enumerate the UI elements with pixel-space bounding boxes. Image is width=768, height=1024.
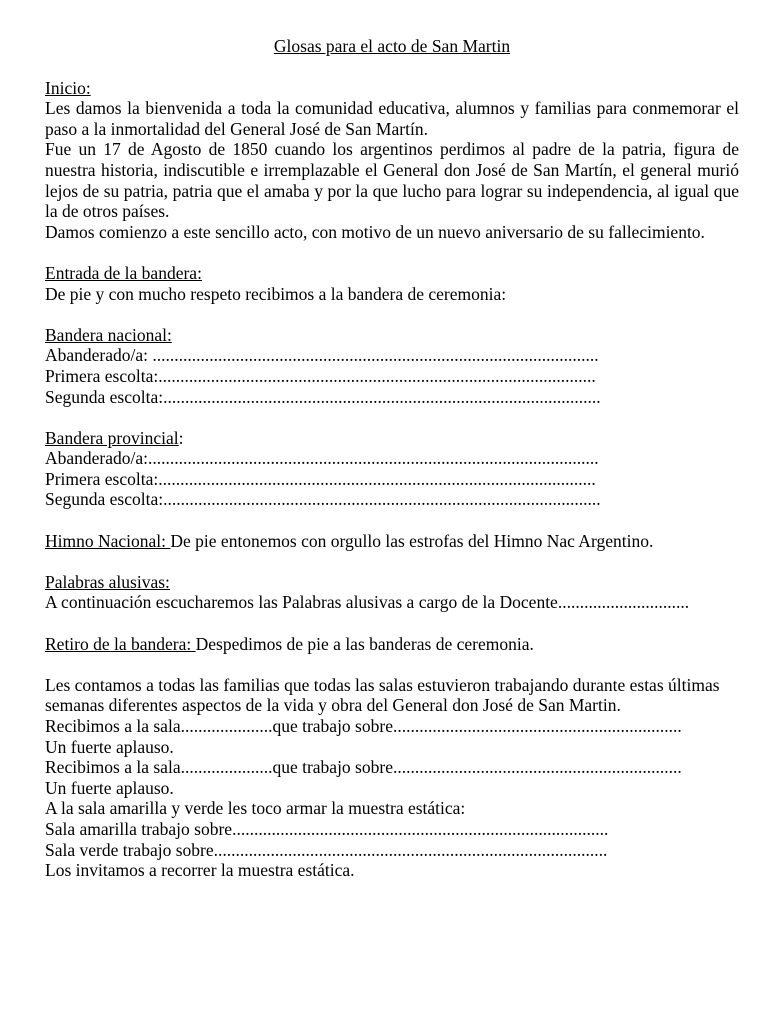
invitacion-line: Los invitamos a recorrer la muestra estática. [45,860,355,881]
heading-palabras-alusivas: Palabras alusivas: [45,571,170,592]
heading-himno-nacional: Himno Nacional: [45,530,171,551]
section-himno-nacional [45,531,739,552]
section-bandera-nacional [45,325,739,407]
provincial-segunda-escolta-line: Segunda escolta:.................................................................................................... [45,489,601,510]
himno-text: De pie entonemos con orgullo las estrofas del Himno Nac Argentino. [170,530,654,551]
heading-bandera-nacional: Bandera nacional: [45,324,172,345]
document-title: Glosas para el acto de San Martin [273,36,511,56]
provincial-primera-escolta-line: Primera escolta:.................................................................................................... [45,468,596,489]
section-inicio [45,78,739,243]
inicio-paragraph-3: Damos comienzo a este sencillo acto, con motivo de un nuevo aniversario de su fallecimiento. [45,221,705,242]
recibimos-sala-line-2: Recibimos a la sala.....................que trabajo sobre.................................................................. [45,757,682,778]
sala-amarilla-line: Sala amarilla trabajo sobre...................................................................................... [45,818,609,839]
entrada-text: De pie y con mucho respeto recibimos a la bandera de ceremonia: [45,283,507,304]
aplauso-line-1: Un fuerte aplauso. [45,736,174,757]
nacional-primera-escolta-line: Primera escolta:.................................................................................................... [45,365,596,386]
document-page [45,36,739,881]
heading-entrada-bandera: Entrada de la bandera: [45,262,202,283]
section-bandera-provincial [45,428,739,510]
heading-inicio: Inicio: [45,77,91,98]
section-retiro-bandera [45,634,739,655]
aplauso-line-2: Un fuerte aplauso. [45,777,174,798]
nacional-abanderado-line: Abanderado/a: ...................................................................................................... [45,345,599,366]
section-cierre [45,675,739,881]
cierre-paragraph: Les contamos a todas las familias que todas las salas estuvieron trabajando durante estas últimas semanas diferentes aspectos de la vida y obra del General don José de San Martin. [45,674,720,716]
heading-bandera-provincial: Bandera provincial [45,427,179,448]
recibimos-sala-line-1: Recibimos a la sala.....................que trabajo sobre.................................................................. [45,716,682,736]
section-palabras-alusivas [45,572,739,613]
nacional-segunda-escolta-line: Segunda escolta:.................................................................................................... [45,386,601,407]
inicio-paragraph-1: Les damos la bienvenida a toda la comunidad educativa, alumnos y familias para conmemorar el paso a la inmortalidad del General José de San Martín. [45,98,739,139]
retiro-text: Despedimos de pie a las banderas de ceremonia. [195,633,534,654]
sala-verde-line: Sala verde trabajo sobre.......................................................................................... [45,839,608,860]
section-entrada-bandera [45,263,739,304]
muestra-estatica-line: A la sala amarilla y verde les toco armar la muestra estática: [45,798,466,819]
heading-retiro-bandera: Retiro de la bandera: [45,633,196,654]
provincial-abanderado-line: Abanderado/a:....................................................................................................... [45,448,599,469]
palabras-text: A continuación escucharemos las Palabras alusivas a cargo de la Docente.............................. [45,592,690,613]
inicio-paragraph-2: Fue un 17 de Agosto de 1850 cuando los argentinos perdimos al padre de la patria, figura de nuestra historia, indiscutible e irremplazable el General don José de San Martín, el general murió lejos de su patria, patria que el amaba y por la que lucho para lograr su independencia, al igual que la de otros países. [45,139,739,222]
heading-bandera-provincial-colon: : [178,427,184,448]
